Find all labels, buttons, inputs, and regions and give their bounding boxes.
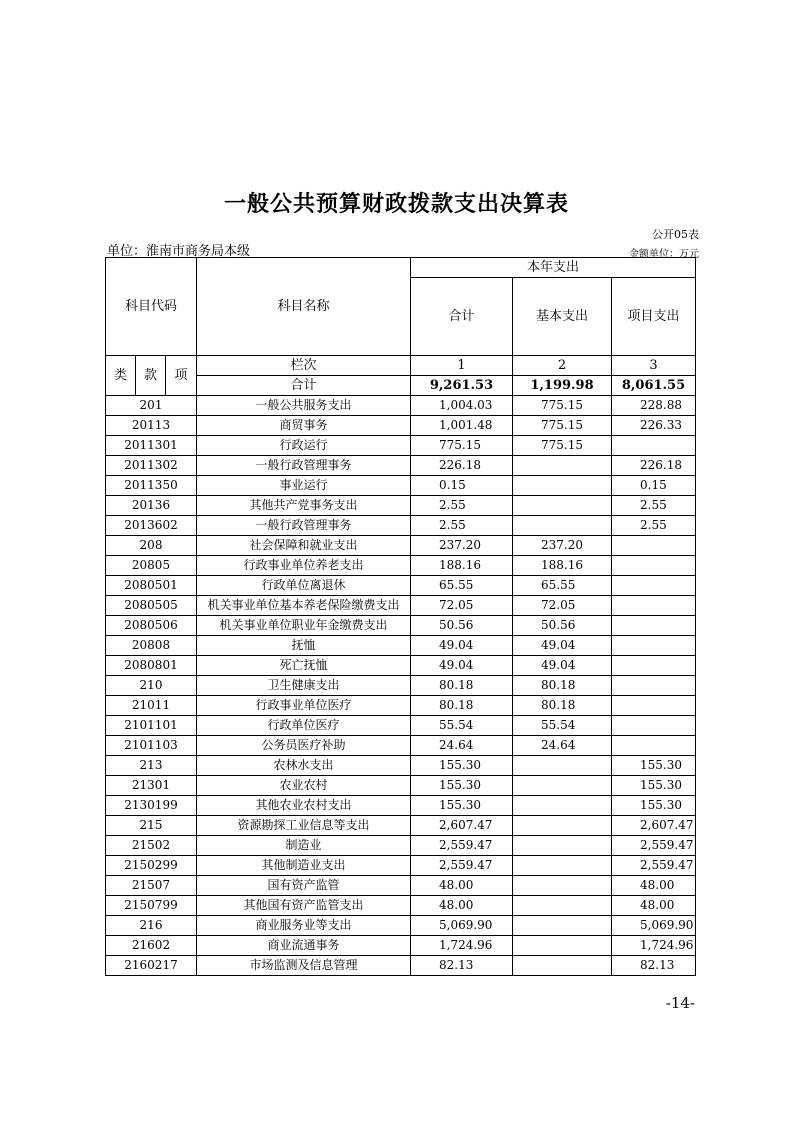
header-name: 科目名称: [197, 258, 411, 356]
header-lei: 类: [106, 356, 136, 396]
row-code: 21602: [106, 936, 197, 956]
table-row: [106, 876, 696, 896]
row-name: 资源勘探工业信息等支出: [197, 816, 411, 836]
row-total: 65.55: [411, 576, 513, 596]
row-total: 155.30: [411, 796, 513, 816]
row-project: 155.30: [612, 796, 696, 816]
row-total: 2,559.47: [411, 836, 513, 856]
row-project: [612, 716, 696, 736]
sum-project: 8,061.55: [612, 376, 696, 396]
table-row: [106, 596, 696, 616]
row-basic: [513, 456, 612, 476]
row-code: 215: [106, 816, 197, 836]
row-basic: [513, 776, 612, 796]
row-project: [612, 556, 696, 576]
row-total: 2.55: [411, 496, 513, 516]
row-code: 2160217: [106, 956, 197, 976]
row-project: [612, 536, 696, 556]
row-project: 2.55: [612, 516, 696, 536]
budget-table: [105, 257, 696, 976]
row-total: 2.55: [411, 516, 513, 536]
row-total: 0.15: [411, 476, 513, 496]
row-basic: [513, 876, 612, 896]
table-row: [106, 476, 696, 496]
row-name: 市场监测及信息管理: [197, 956, 411, 976]
row-basic: 24.64: [513, 736, 612, 756]
row-code: 20808: [106, 636, 197, 656]
row-code: 2080505: [106, 596, 197, 616]
header-col3: 3: [612, 356, 696, 376]
row-name: 事业运行: [197, 476, 411, 496]
row-code: 2080506: [106, 616, 197, 636]
table-row: [106, 656, 696, 676]
sum-basic: 1,199.98: [513, 376, 612, 396]
table-row: [106, 436, 696, 456]
row-basic: 72.05: [513, 596, 612, 616]
row-basic: 775.15: [513, 396, 612, 416]
row-total: 48.00: [411, 876, 513, 896]
row-name: 其他国有资产监管支出: [197, 896, 411, 916]
row-project: 48.00: [612, 876, 696, 896]
header-col1: 1: [411, 356, 513, 376]
row-project: [612, 636, 696, 656]
row-total: 2,607.47: [411, 816, 513, 836]
row-basic: [513, 476, 612, 496]
row-code: 20805: [106, 556, 197, 576]
row-basic: 55.54: [513, 716, 612, 736]
row-project: [612, 656, 696, 676]
row-project: 5,069.90: [612, 916, 696, 936]
row-total: 24.64: [411, 736, 513, 756]
sum-label: 合计: [197, 376, 411, 396]
table-row: [106, 616, 696, 636]
header-kuan: 款: [136, 356, 166, 396]
row-basic: 80.18: [513, 676, 612, 696]
table-row: [106, 776, 696, 796]
row-code: 208: [106, 536, 197, 556]
header-column-no: 栏次: [197, 356, 411, 376]
form-number: 公开05表: [652, 228, 699, 241]
row-name: 其他农业农村支出: [197, 796, 411, 816]
row-code: 2150799: [106, 896, 197, 916]
row-total: 49.04: [411, 636, 513, 656]
row-basic: [513, 936, 612, 956]
row-code: 21502: [106, 836, 197, 856]
row-code: 2011302: [106, 456, 197, 476]
row-basic: [513, 516, 612, 536]
row-basic: [513, 916, 612, 936]
row-name: 其他制造业支出: [197, 856, 411, 876]
row-code: 2101101: [106, 716, 197, 736]
row-basic: [513, 496, 612, 516]
row-basic: [513, 816, 612, 836]
row-name: 商业流通事务: [197, 936, 411, 956]
table-row: [106, 396, 696, 416]
row-basic: 188.16: [513, 556, 612, 576]
row-name: 公务员医疗补助: [197, 736, 411, 756]
page-number: -14-: [665, 994, 695, 1012]
row-code: 21507: [106, 876, 197, 896]
row-basic: 49.04: [513, 636, 612, 656]
row-project: 82.13: [612, 956, 696, 976]
table-row: [106, 516, 696, 536]
row-name: 一般行政管理事务: [197, 516, 411, 536]
row-basic: [513, 956, 612, 976]
row-project: [612, 596, 696, 616]
row-name: 社会保障和就业支出: [197, 536, 411, 556]
row-project: [612, 576, 696, 596]
row-project: 155.30: [612, 756, 696, 776]
table-row: [106, 496, 696, 516]
row-total: 48.00: [411, 896, 513, 916]
row-basic: [513, 836, 612, 856]
row-name: 农业农村: [197, 776, 411, 796]
row-total: 2,559.47: [411, 856, 513, 876]
table-row: [106, 736, 696, 756]
row-name: 抚恤: [197, 636, 411, 656]
header-year-expense: 本年支出: [411, 258, 696, 278]
row-name: 其他共产党事务支出: [197, 496, 411, 516]
row-project: 1,724.96: [612, 936, 696, 956]
row-basic: 775.15: [513, 416, 612, 436]
row-basic: 775.15: [513, 436, 612, 456]
table-row: [106, 536, 696, 556]
row-code: 2080801: [106, 656, 197, 676]
row-code: 216: [106, 916, 197, 936]
money-unit-label: 金额单位：万元: [629, 249, 699, 260]
row-name: 行政单位离退休: [197, 576, 411, 596]
row-project: [612, 436, 696, 456]
row-code: 2130199: [106, 796, 197, 816]
row-basic: 80.18: [513, 696, 612, 716]
table-row: [106, 796, 696, 816]
row-code: 2101103: [106, 736, 197, 756]
row-basic: [513, 796, 612, 816]
table-row: [106, 956, 696, 976]
header-total: 合计: [411, 278, 513, 356]
row-basic: 65.55: [513, 576, 612, 596]
row-total: 188.16: [411, 556, 513, 576]
row-name: 机关事业单位基本养老保险缴费支出: [197, 596, 411, 616]
row-total: 237.20: [411, 536, 513, 556]
row-code: 210: [106, 676, 197, 696]
row-basic: [513, 756, 612, 776]
row-code: 213: [106, 756, 197, 776]
row-total: 1,001.48: [411, 416, 513, 436]
row-project: 226.18: [612, 456, 696, 476]
row-name: 死亡抚恤: [197, 656, 411, 676]
row-code: 2011350: [106, 476, 197, 496]
row-code: 2013602: [106, 516, 197, 536]
row-total: 1,004.03: [411, 396, 513, 416]
row-total: 226.18: [411, 456, 513, 476]
row-code: 20113: [106, 416, 197, 436]
row-name: 制造业: [197, 836, 411, 856]
row-total: 50.56: [411, 616, 513, 636]
page-title: 一般公共预算财政拨款支出决算表: [223, 191, 569, 217]
row-basic: 50.56: [513, 616, 612, 636]
table-row: [106, 816, 696, 836]
row-total: 55.54: [411, 716, 513, 736]
table-row: [106, 636, 696, 656]
row-code: 20136: [106, 496, 197, 516]
table-row: [106, 856, 696, 876]
sum-total: 9,261.53: [411, 376, 513, 396]
row-name: 行政单位医疗: [197, 716, 411, 736]
table-row: [106, 936, 696, 956]
row-total: 80.18: [411, 676, 513, 696]
header-project: 项目支出: [612, 278, 696, 356]
row-code: 2080501: [106, 576, 197, 596]
table-row: [106, 556, 696, 576]
row-code: 21011: [106, 696, 197, 716]
row-name: 一般行政管理事务: [197, 456, 411, 476]
table-row: [106, 836, 696, 856]
table-row: [106, 456, 696, 476]
row-project: [612, 736, 696, 756]
row-name: 商业服务业等支出: [197, 916, 411, 936]
table-row: [106, 896, 696, 916]
row-total: 775.15: [411, 436, 513, 456]
table-row: [106, 756, 696, 776]
row-name: 一般公共服务支出: [197, 396, 411, 416]
row-code: 201: [106, 396, 197, 416]
table-row: [106, 576, 696, 596]
row-project: 2,607.47: [612, 816, 696, 836]
row-name: 商贸事务: [197, 416, 411, 436]
table-row: [106, 696, 696, 716]
row-basic: [513, 896, 612, 916]
table-row: [106, 716, 696, 736]
row-total: 155.30: [411, 776, 513, 796]
row-project: [612, 676, 696, 696]
row-code: 21301: [106, 776, 197, 796]
row-project: 2,559.47: [612, 856, 696, 876]
table-row: [106, 416, 696, 436]
row-name: 行政运行: [197, 436, 411, 456]
header-col2: 2: [513, 356, 612, 376]
row-basic: [513, 856, 612, 876]
row-project: 228.88: [612, 396, 696, 416]
header-basic: 基本支出: [513, 278, 612, 356]
row-project: 2.55: [612, 496, 696, 516]
row-project: 0.15: [612, 476, 696, 496]
row-project: [612, 616, 696, 636]
row-project: 48.00: [612, 896, 696, 916]
unit-label: 单位：淮南市商务局本级: [107, 244, 251, 259]
row-total: 155.30: [411, 756, 513, 776]
row-project: 226.33: [612, 416, 696, 436]
row-name: 行政事业单位医疗: [197, 696, 411, 716]
row-code: 2011301: [106, 436, 197, 456]
table-row: [106, 676, 696, 696]
row-basic: 237.20: [513, 536, 612, 556]
header-code: 科目代码: [106, 258, 197, 356]
row-name: 农林水支出: [197, 756, 411, 776]
row-total: 49.04: [411, 656, 513, 676]
row-total: 5,069.90: [411, 916, 513, 936]
row-total: 82.13: [411, 956, 513, 976]
table-row: [106, 916, 696, 936]
row-total: 80.18: [411, 696, 513, 716]
row-code: 2150299: [106, 856, 197, 876]
row-name: 国有资产监管: [197, 876, 411, 896]
row-project: 2,559.47: [612, 836, 696, 856]
row-name: 行政事业单位养老支出: [197, 556, 411, 576]
row-basic: 49.04: [513, 656, 612, 676]
row-name: 卫生健康支出: [197, 676, 411, 696]
header-xiang: 项: [166, 356, 197, 396]
row-total: 1,724.96: [411, 936, 513, 956]
row-project: 155.30: [612, 776, 696, 796]
row-name: 机关事业单位职业年金缴费支出: [197, 616, 411, 636]
row-project: [612, 696, 696, 716]
row-total: 72.05: [411, 596, 513, 616]
